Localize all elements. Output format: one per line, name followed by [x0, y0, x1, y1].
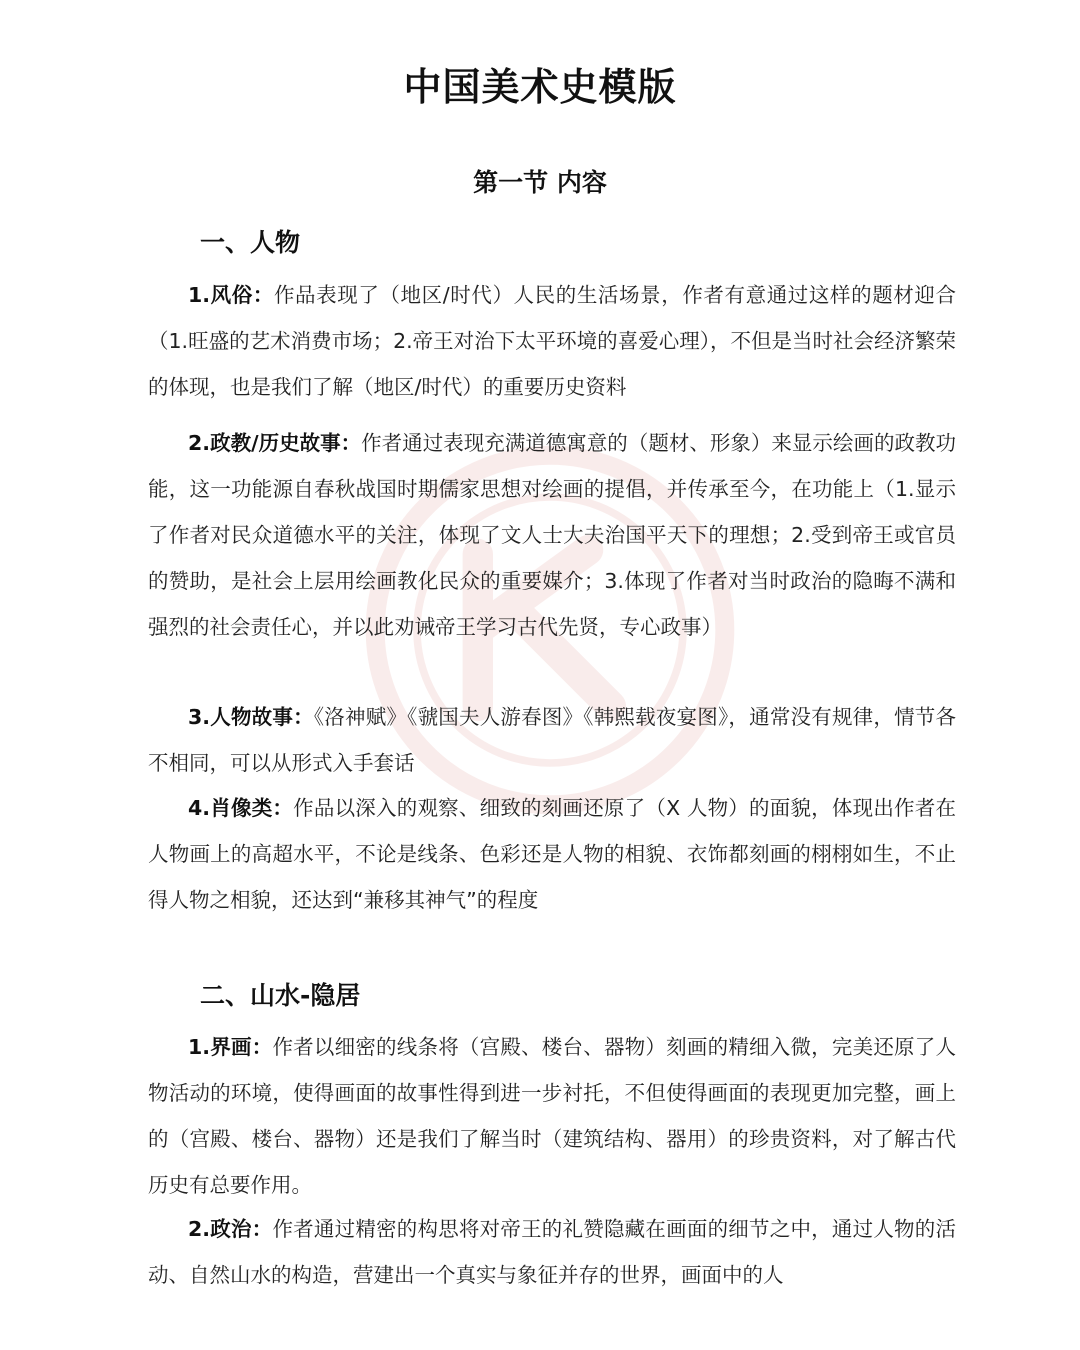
- paragraph-text: 作者通过精密的构思将对帝王的礼赞隐藏在画面的细节之中，通过人物的活动、自然山水的构造，营建出一个真实与象征并存的世界，画面中的人: [148, 1217, 956, 1287]
- paragraph-label: 1.风俗：: [188, 283, 274, 307]
- heading-figures: 一、人物: [200, 228, 301, 257]
- paragraph-text: 作品以深入的观察、细致的刻画还原了（X 人物）的面貌，体现出作者在人物画上的高超水平，不论是线条、色彩还是人物的相貌、衣饰都刻画的栩栩如生，不止得人物之相貌，还达到“兼移其神气”的程度: [148, 796, 956, 912]
- section-title: 第一节 内容: [473, 168, 607, 197]
- paragraph-jiehua: [148, 1024, 956, 1208]
- paragraph-label: 1.界画：: [188, 1035, 273, 1059]
- paragraph-text: 作品表现了（地区/时代）人民的生活场景，作者有意通过这样的题材迎合（1.旺盛的艺术消费市场；2.帝王对治下太平环境的喜爱心理），不但是当时社会经济繁荣的体现，也是我们了解（地区/时代）的重要历史资料: [148, 283, 956, 399]
- paragraph-label: 2.政治：: [188, 1217, 273, 1241]
- paragraph-politics-history: [148, 420, 956, 650]
- paragraph-text: 《洛神赋》《虢国夫人游春图》《韩熙载夜宴图》，通常没有规律，情节各不相同，可以从形式入手套话: [148, 705, 956, 775]
- heading-landscape-seclusion: 二、山水-隐居: [200, 981, 361, 1010]
- paragraph-label: 4.肖像类：: [188, 796, 294, 820]
- paragraph-politics: [148, 1206, 956, 1298]
- paragraph-figure-stories: [148, 694, 956, 786]
- paragraph-label: 2.政教/历史故事：: [188, 431, 362, 455]
- paragraph-text: 作者通过表现充满道德寓意的（题材、形象）来显示绘画的政教功能，这一功能源自春秋战国时期儒家思想对绘画的提倡，并传承至今，在功能上（1.显示了作者对民众道德水平的关注，体现了文人士大夫治国平天下的理想；2.受到帝王或官员的赞助，是社会上层用绘画教化民众的重要媒介；3.体现了作者对当时政治的隐晦不满和强烈的社会责任心，并以此劝诫帝王学习古代先贤，专心政事）: [148, 431, 956, 639]
- paragraph-label: 3.人物故事：: [188, 705, 314, 729]
- paragraph-text: 作者以细密的线条将（宫殿、楼台、器物）刻画的精细入微，完美还原了人物活动的环境，使得画面的故事性得到进一步衬托，不但使得画面的表现更加完整，画上的（宫殿、楼台、器物）还是我们了解当时（建筑结构、器用）的珍贵资料，对了解古代历史有总要作用。: [148, 1035, 956, 1197]
- paragraph-portraits: [148, 785, 956, 923]
- document-title: 中国美术史模版: [403, 65, 677, 109]
- paragraph-customs: [148, 272, 956, 410]
